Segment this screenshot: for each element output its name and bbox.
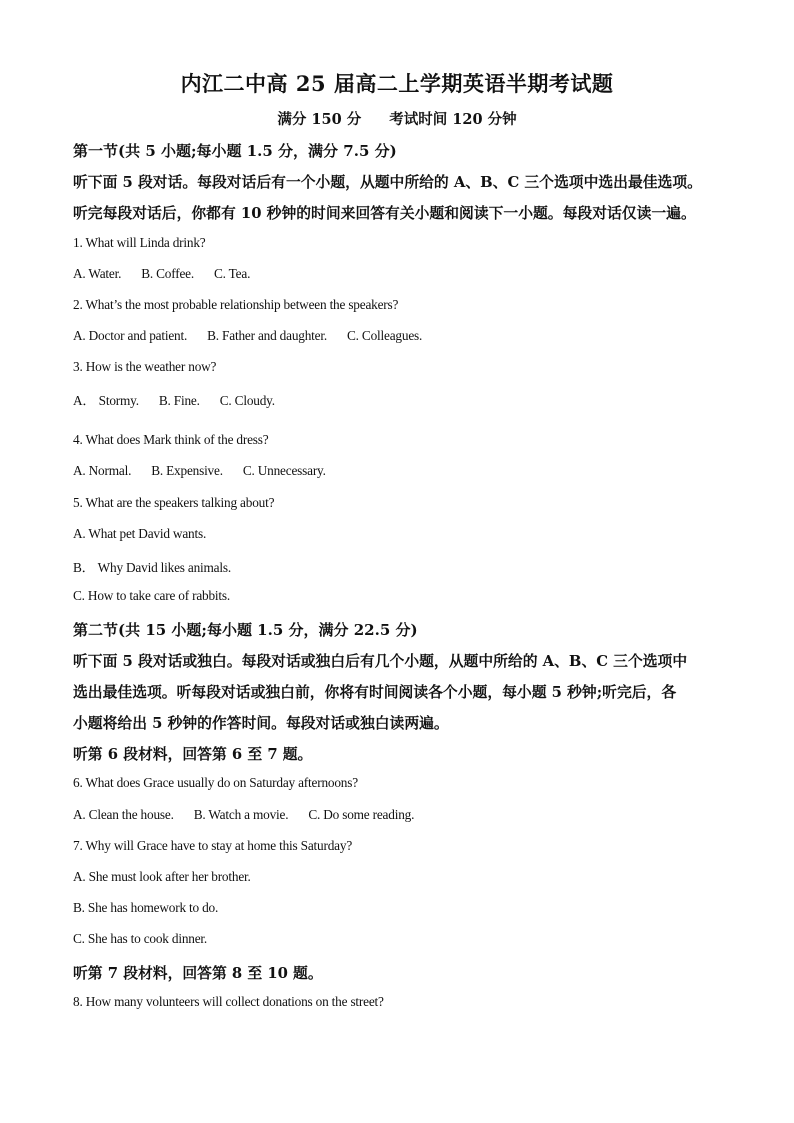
option-c: C. Cloudy.	[219, 393, 275, 408]
question-5-option-a: A. What pet David wants.	[73, 526, 207, 541]
section2-instruction-line: 小题将给出 5 秒钟的作答时间。每段对话或独白读两遍。	[73, 715, 449, 732]
option-c: C. Tea.	[214, 266, 251, 281]
material-6-heading: 听第 6 段材料，回答第 6 至 7 题。	[73, 746, 313, 763]
exam-duration: 考试时间 120 分钟	[389, 111, 517, 128]
section1-heading: 第一节(共 5 小题;每小题 1.5 分，满分 7.5 分)	[73, 142, 397, 160]
question-2-stem: 2. What’s the most probable relationship between the speakers?	[73, 297, 399, 312]
question-1-stem: 1. What will Linda drink?	[73, 235, 206, 250]
question-5-option-b: B． Why David likes animals.	[73, 560, 231, 575]
section2-instruction-line: 选出最佳选项。听每段对话或独白前，你将有时间阅读各个小题，每小题 5 秒钟;听完后，各	[73, 684, 677, 701]
option-b: B. Coffee.	[141, 266, 194, 281]
option-a: A. Water.	[73, 266, 122, 281]
question-8-stem: 8. How many volunteers will collect donations on the street?	[73, 994, 384, 1009]
option-a: A. Normal.	[73, 463, 132, 478]
material-7-heading: 听第 7 段材料，回答第 8 至 10 题。	[73, 965, 323, 982]
question-5-stem: 5. What are the speakers talking about?	[73, 495, 275, 510]
question-7-option-c: C. She has to cook dinner.	[73, 931, 208, 946]
question-3-options	[73, 390, 275, 409]
question-6-options	[73, 807, 414, 823]
question-2-options	[73, 328, 422, 344]
option-b: B. Expensive.	[151, 463, 223, 478]
option-c: C. Unnecessary.	[242, 463, 326, 478]
option-c: C. Do some reading.	[308, 807, 415, 822]
option-b: B. Watch a movie.	[193, 807, 289, 822]
question-7-option-a: A. She must look after her brother.	[73, 869, 251, 884]
question-4-options	[73, 463, 326, 479]
option-c: C. Colleagues.	[347, 328, 423, 343]
question-3-stem: 3. How is the weather now?	[73, 359, 217, 374]
question-7-option-b: B. She has homework to do.	[73, 900, 219, 915]
section1-instruction-line: 听下面 5 段对话。每段对话后有一个小题，从题中所给的 A、B、C 三个选项中选出最佳选项。	[73, 174, 702, 191]
question-7-stem: 7. Why will Grace have to stay at home this Saturday?	[73, 838, 353, 853]
total-score: 满分 150 分	[277, 111, 362, 128]
section2-instruction-line: 听下面 5 段对话或独白。每段对话或独白后有几个小题，从题中所给的 A、B、C 三个选项中	[73, 653, 688, 670]
option-a: A. Clean the house.	[73, 807, 174, 822]
question-5-option-c: C. How to take care of rabbits.	[73, 588, 231, 603]
option-b: B. Father and daughter.	[207, 328, 327, 343]
question-6-stem: 6. What does Grace usually do on Saturday afternoons?	[73, 775, 358, 790]
exam-meta	[0, 108, 794, 129]
exam-title: 内江二中高 25 届高二上学期英语半期考试题	[180, 71, 614, 96]
option-b: B. Fine.	[158, 393, 200, 408]
question-1-options	[73, 266, 250, 282]
question-4-stem: 4. What does Mark think of the dress?	[73, 432, 269, 447]
section2-heading: 第二节(共 15 小题;每小题 1.5 分，满分 22.5 分)	[73, 621, 418, 639]
option-a: A． Stormy.	[73, 393, 139, 408]
section1-instruction-line: 听完每段对话后，你都有 10 秒钟的时间来回答有关小题和阅读下一小题。每段对话仅读一遍。	[73, 205, 696, 222]
option-a: A. Doctor and patient.	[73, 328, 188, 343]
